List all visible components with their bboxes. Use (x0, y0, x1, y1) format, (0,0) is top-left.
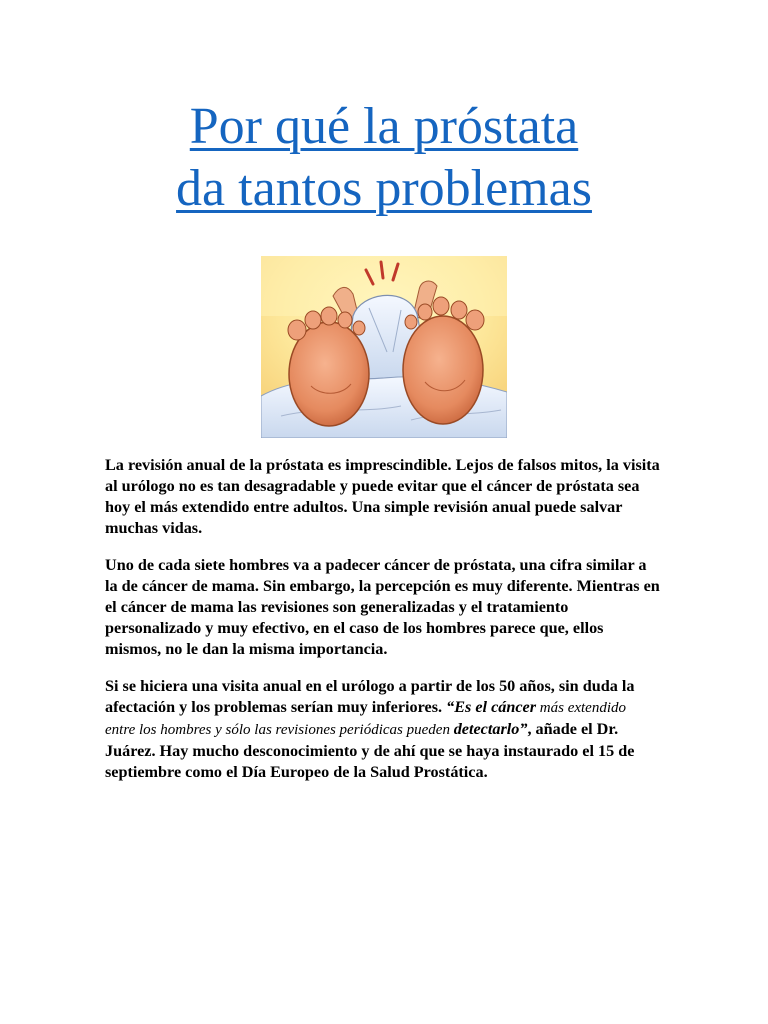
title-line-1: Por qué la próstata (189, 98, 579, 155)
quote-middle: más extendido entre los hombres y sólo las revisiones periódicas pueden (105, 700, 627, 738)
feet-under-sheet-illustration (261, 256, 507, 438)
paragraph-3-outro: , añade el Dr. Juárez. Hay mucho desconocimiento y de ahí que se haya instaurado el 15 de septiembre como el Día Europeo de la Salud Prostática. (105, 720, 635, 781)
quote-open: “Es el cáncer (446, 698, 537, 716)
article-body (105, 455, 660, 799)
page-title (0, 96, 768, 220)
paragraph-3 (105, 676, 660, 783)
paragraph-1: La revisión anual de la próstata es imprescindible. Lejos de falsos mitos, la visita al urólogo no es tan desagradable y puede evitar que el cáncer de próstata sea hoy el más extendido entre adultos. Una simple revisión anual puede salvar muchas vidas. (105, 456, 660, 537)
paragraph-2: Uno de cada siete hombres va a padecer cáncer de próstata, una cifra similar a la de cáncer de mama. Sin embargo, la percepción es muy diferente. Mientras en el cáncer de mama las revisiones son generalizadas y el tratamiento personalizado y muy efectivo, en el caso de los hombres parece que, ellos mismos, no le dan la misma importancia. (105, 556, 660, 658)
title-line-2: da tantos problemas (176, 160, 592, 217)
paragraph-3-intro: Si se hiciera una visita anual en el urólogo a partir de los 50 años, sin duda la afectación y los problemas serían muy inferiores. (105, 677, 635, 716)
quote-close: detectarlo” (453, 720, 528, 738)
